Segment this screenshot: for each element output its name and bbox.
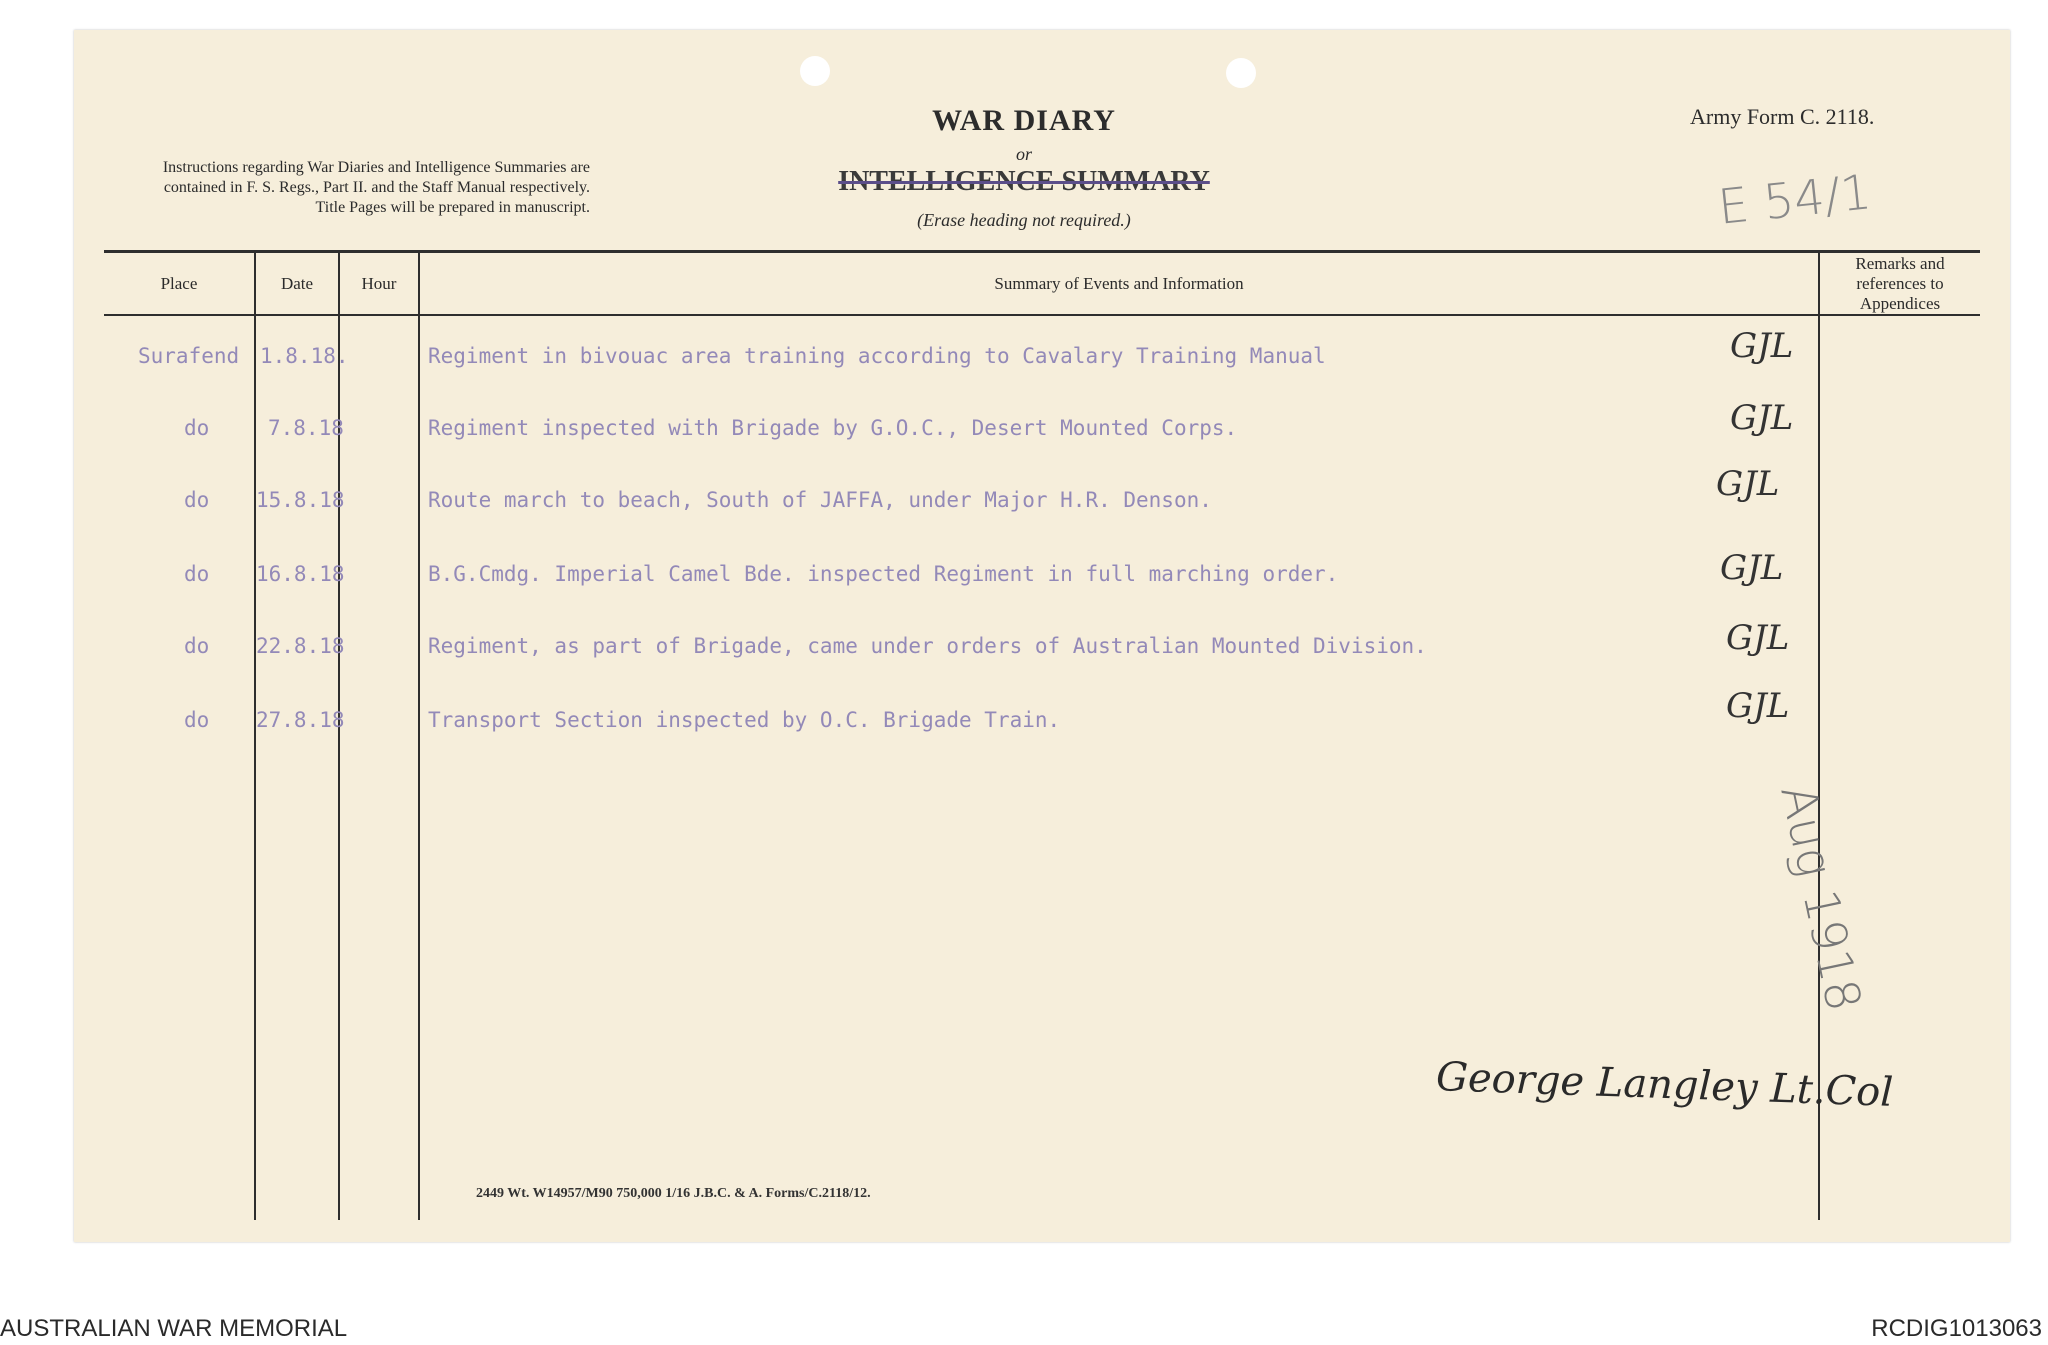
entry-date: 27.8.18: [256, 708, 345, 732]
entry-initials: GJL: [1716, 464, 1780, 504]
entry-date: 1.8.18.: [260, 344, 349, 368]
entry-summary: Transport Section inspected by O.C. Brigade Train.: [428, 708, 1061, 732]
hour-column-divider: [418, 252, 420, 1220]
entry-date: 15.8.18: [256, 488, 345, 512]
entry-initials: GJL: [1730, 398, 1794, 438]
header-bottom-rule: [104, 314, 1980, 316]
entry-summary: Regiment in bivouac area training according to Cavalary Training Manual: [428, 344, 1326, 368]
column-header-remarks: Remarks and references to Appendices: [1855, 254, 1945, 313]
column-header-date: Date: [280, 274, 314, 293]
entry-place: do: [184, 416, 210, 440]
entry-place: do: [184, 634, 210, 658]
printer-imprint: 2449 Wt. W14957/M90 750,000 1/16 J.B.C. & A. Forms/C.2118/12.: [476, 1186, 871, 1201]
commanding-officer-signature: George Langley Lt.Col: [1435, 1054, 1894, 1116]
erase-note: (Erase heading not required.): [917, 210, 1131, 230]
entry-summary: B.G.Cmdg. Imperial Camel Bde. inspected Regiment in full marching order.: [428, 562, 1339, 586]
table-top-rule: [104, 250, 1980, 253]
date-column-divider: [338, 252, 340, 1220]
title-or: or: [1015, 144, 1032, 164]
entry-date: 16.8.18: [256, 562, 345, 586]
entry-initials: GJL: [1720, 548, 1784, 588]
entry-summary: Regiment inspected with Brigade by G.O.C., Desert Mounted Corps.: [428, 416, 1238, 440]
entry-place: do: [184, 488, 210, 512]
entry-initials: GJL: [1726, 686, 1790, 726]
column-header-summary: Summary of Events and Information: [994, 274, 1244, 293]
entry-place: do: [184, 562, 210, 586]
entry-summary: Regiment, as part of Brigade, came under orders of Australian Mounted Division.: [428, 634, 1427, 658]
form-title: WAR DIARY: [932, 104, 1116, 137]
column-header-place: Place: [160, 274, 198, 293]
punch-hole: [1226, 58, 1256, 88]
instructions-text: Instructions regarding War Diaries and Intelligence Summaries are contained in F. S. Regs., Part II. and the Staff Manual respectively. Title Pages will be prepared in manuscript.: [162, 159, 590, 216]
archive-institution: AUSTRALIAN WAR MEMORIAL: [0, 1315, 348, 1342]
entry-initials: GJL: [1726, 618, 1790, 658]
entry-date: 22.8.18: [256, 634, 345, 658]
reference-mark: E 54/1: [1715, 164, 1874, 236]
margin-date-note: Aug 1918: [1769, 780, 1872, 1017]
army-form-number: Army Form C. 2118.: [1690, 104, 1875, 129]
entry-initials: GJL: [1730, 326, 1794, 366]
entry-summary: Route march to beach, South of JAFFA, under Major H.R. Denson.: [428, 488, 1212, 512]
archive-id: RCDIG1013063: [1871, 1315, 2042, 1342]
column-header-hour: Hour: [361, 274, 397, 293]
entry-place: do: [184, 708, 210, 732]
entry-place: Surafend: [138, 344, 240, 368]
punch-hole: [800, 56, 830, 86]
place-column-divider: [254, 252, 256, 1220]
entry-date: 7.8.18: [268, 416, 344, 440]
struck-title: INTELLIGENCE SUMMARY: [838, 166, 1210, 197]
